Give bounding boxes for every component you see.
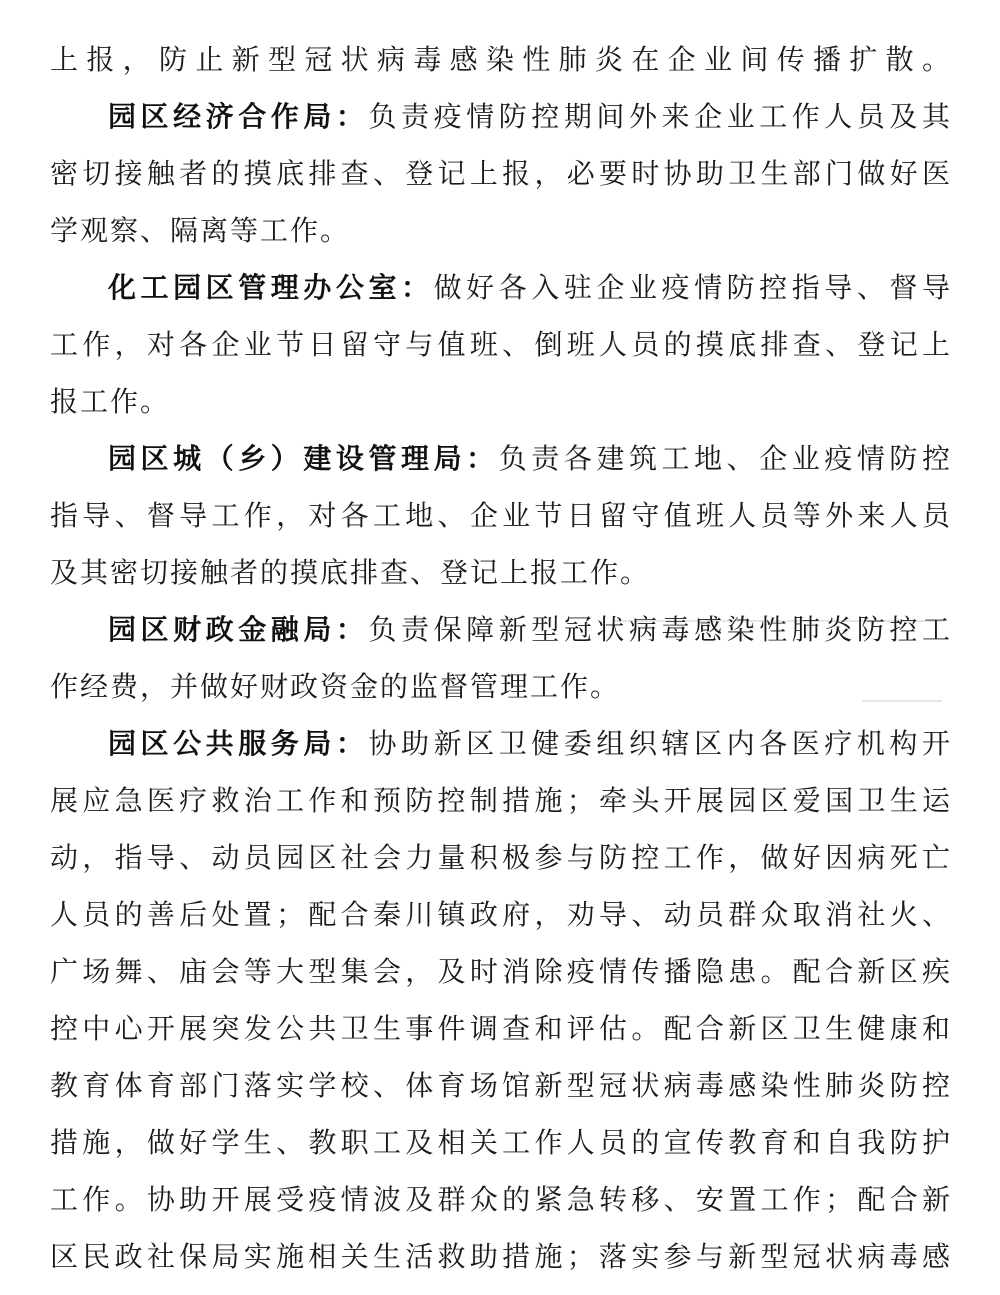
body-text: 及其密切接触者的摸底排查、登记上报工作。 xyxy=(50,556,651,589)
paragraph-line xyxy=(50,1116,950,1170)
paragraph-line xyxy=(50,147,950,201)
body-text: 学观察、隔离等工作。 xyxy=(50,214,351,247)
body-text: 密切接触者的摸底排查、登记上报，必要时协助卫生部门做好医 xyxy=(50,157,950,190)
body-text: 展应急医疗救治工作和预防控制措施；牵头开展园区爱国卫生运 xyxy=(50,784,950,817)
paragraph-line xyxy=(50,204,350,258)
bleed-through-mark xyxy=(862,700,942,702)
paragraph-line xyxy=(50,945,950,999)
body-text: 负责各建筑工地、企业疫情防控 xyxy=(498,442,950,475)
body-text: 广场舞、庙会等大型集会，及时消除疫情传播隐患。配合新区疾 xyxy=(50,955,950,988)
paragraph-first-line xyxy=(108,432,950,486)
body-text: 协助新区卫健委组织辖区内各医疗机构开 xyxy=(368,727,950,760)
body-text: 动，指导、动员园区社会力量积极参与防控工作，做好因病死亡 xyxy=(50,841,950,874)
paragraph-line xyxy=(50,1059,950,1113)
paragraph-line xyxy=(50,1002,950,1056)
body-text: 上报，防止新型冠状病毒感染性肺炎在企业间传播扩散。 xyxy=(50,43,950,76)
body-text: 工作。协助开展受疫情波及群众的紧急转移、安置工作；配合新 xyxy=(50,1183,950,1216)
body-text: 报工作。 xyxy=(50,385,171,418)
body-text: 控中心开展突发公共卫生事件调查和评估。配合新区卫生健康和 xyxy=(50,1012,950,1045)
paragraph-line xyxy=(50,318,950,372)
paragraph-line xyxy=(50,1230,950,1284)
section-heading: 园区城（乡）建设管理局： xyxy=(108,442,499,475)
section-heading: 园区经济合作局： xyxy=(108,100,369,133)
paragraph-first-line xyxy=(108,603,950,657)
body-text: 作经费，并做好财政资金的监督管理工作。 xyxy=(50,670,621,703)
paragraph-line xyxy=(50,546,650,600)
paragraph-line xyxy=(50,33,950,87)
body-text: 人员的善后处置；配合秦川镇政府，劝导、动员群众取消社火、 xyxy=(50,898,950,931)
paragraph-line xyxy=(50,831,950,885)
body-text: 负责保障新型冠状病毒感染性肺炎防控工 xyxy=(368,613,950,646)
body-text: 措施，做好学生、教职工及相关工作人员的宣传教育和自我防护 xyxy=(50,1126,950,1159)
paragraph-line xyxy=(50,375,170,429)
paragraph-first-line xyxy=(108,90,950,144)
body-text: 负责疫情防控期间外来企业工作人员及其 xyxy=(368,100,950,133)
paragraph-first-line xyxy=(108,261,950,315)
section-heading: 化工园区管理办公室： xyxy=(108,271,434,304)
body-text: 教育体育部门落实学校、体育场馆新型冠状病毒感染性肺炎防控 xyxy=(50,1069,950,1102)
paragraph-line xyxy=(50,660,620,714)
section-heading: 园区财政金融局： xyxy=(108,613,369,646)
paragraph-first-line xyxy=(108,717,950,771)
body-text: 工作，对各企业节日留守与值班、倒班人员的摸底排查、登记上 xyxy=(50,328,950,361)
paragraph-line xyxy=(50,888,950,942)
section-heading: 园区公共服务局： xyxy=(108,727,369,760)
body-text: 指导、督导工作，对各工地、企业节日留守值班人员等外来人员 xyxy=(50,499,950,532)
paragraph-line xyxy=(50,774,950,828)
paragraph-line xyxy=(50,489,950,543)
paragraph-line xyxy=(50,1173,950,1227)
body-text: 区民政社保局实施相关生活救助措施；落实参与新型冠状病毒感 xyxy=(50,1240,950,1273)
body-text: 做好各入驻企业疫情防控指导、督导 xyxy=(433,271,950,304)
